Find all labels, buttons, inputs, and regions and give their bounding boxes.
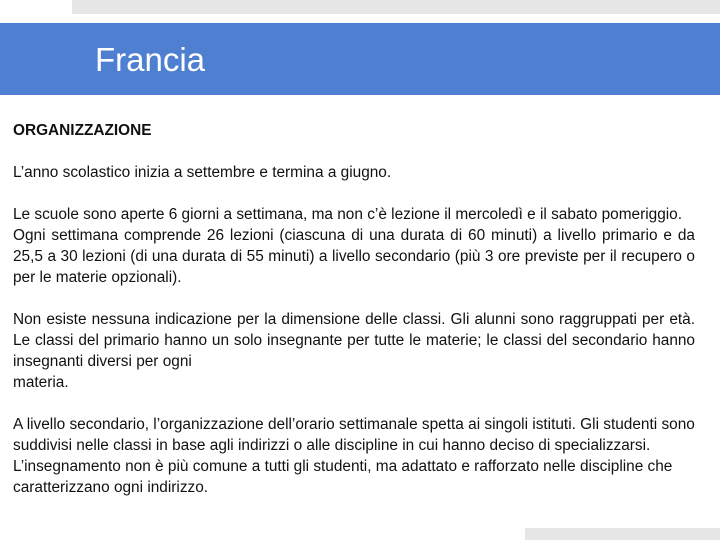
slide-body [13,120,695,498]
paragraph-class-size-end: materia. [13,374,69,391]
paragraph-secondary-organization: A livello secondario, l’organizzazione dell’orario settimanale spetta ai singoli istituti. Gli studenti sono suddivisi nelle classi in base agli indirizzi o alle discipline in cui hanno deciso di specializzarsi. L’insegnamento non è più comune a tutti gli studenti, ma adattato e rafforzato nelle discipline che caratterizzano ogni indirizzo. [13,416,695,496]
section-heading: ORGANIZZAZIONE [13,122,152,139]
slide-title: Francia [95,41,206,78]
top-decorative-strip [72,0,720,14]
paragraph-weekly-lessons: Ogni settimana comprende 26 lezioni (ciascuna di una durata di 60 minuti) a livello primario e da 25,5 a 30 lezioni (di una durata di 55 minuti) a livello secondario (più 3 ore previste per il recupero o per le materie opzionali). [13,227,695,286]
paragraph-school-days: Le scuole sono aperte 6 giorni a settimana, ma non c’è lezione il mercoledì e il sabato pomeriggio. [13,206,683,223]
bottom-decorative-strip [525,528,720,540]
paragraph-class-size: Non esiste nessuna indicazione per la dimensione delle classi. Gli alunni sono raggruppati per età. Le classi del primario hanno un solo insegnante per tutte le materie; le classi del secondario hanno insegnanti diversi per ogni [13,311,695,370]
paragraph-school-year: L’anno scolastico inizia a settembre e termina a giugno. [13,164,392,181]
